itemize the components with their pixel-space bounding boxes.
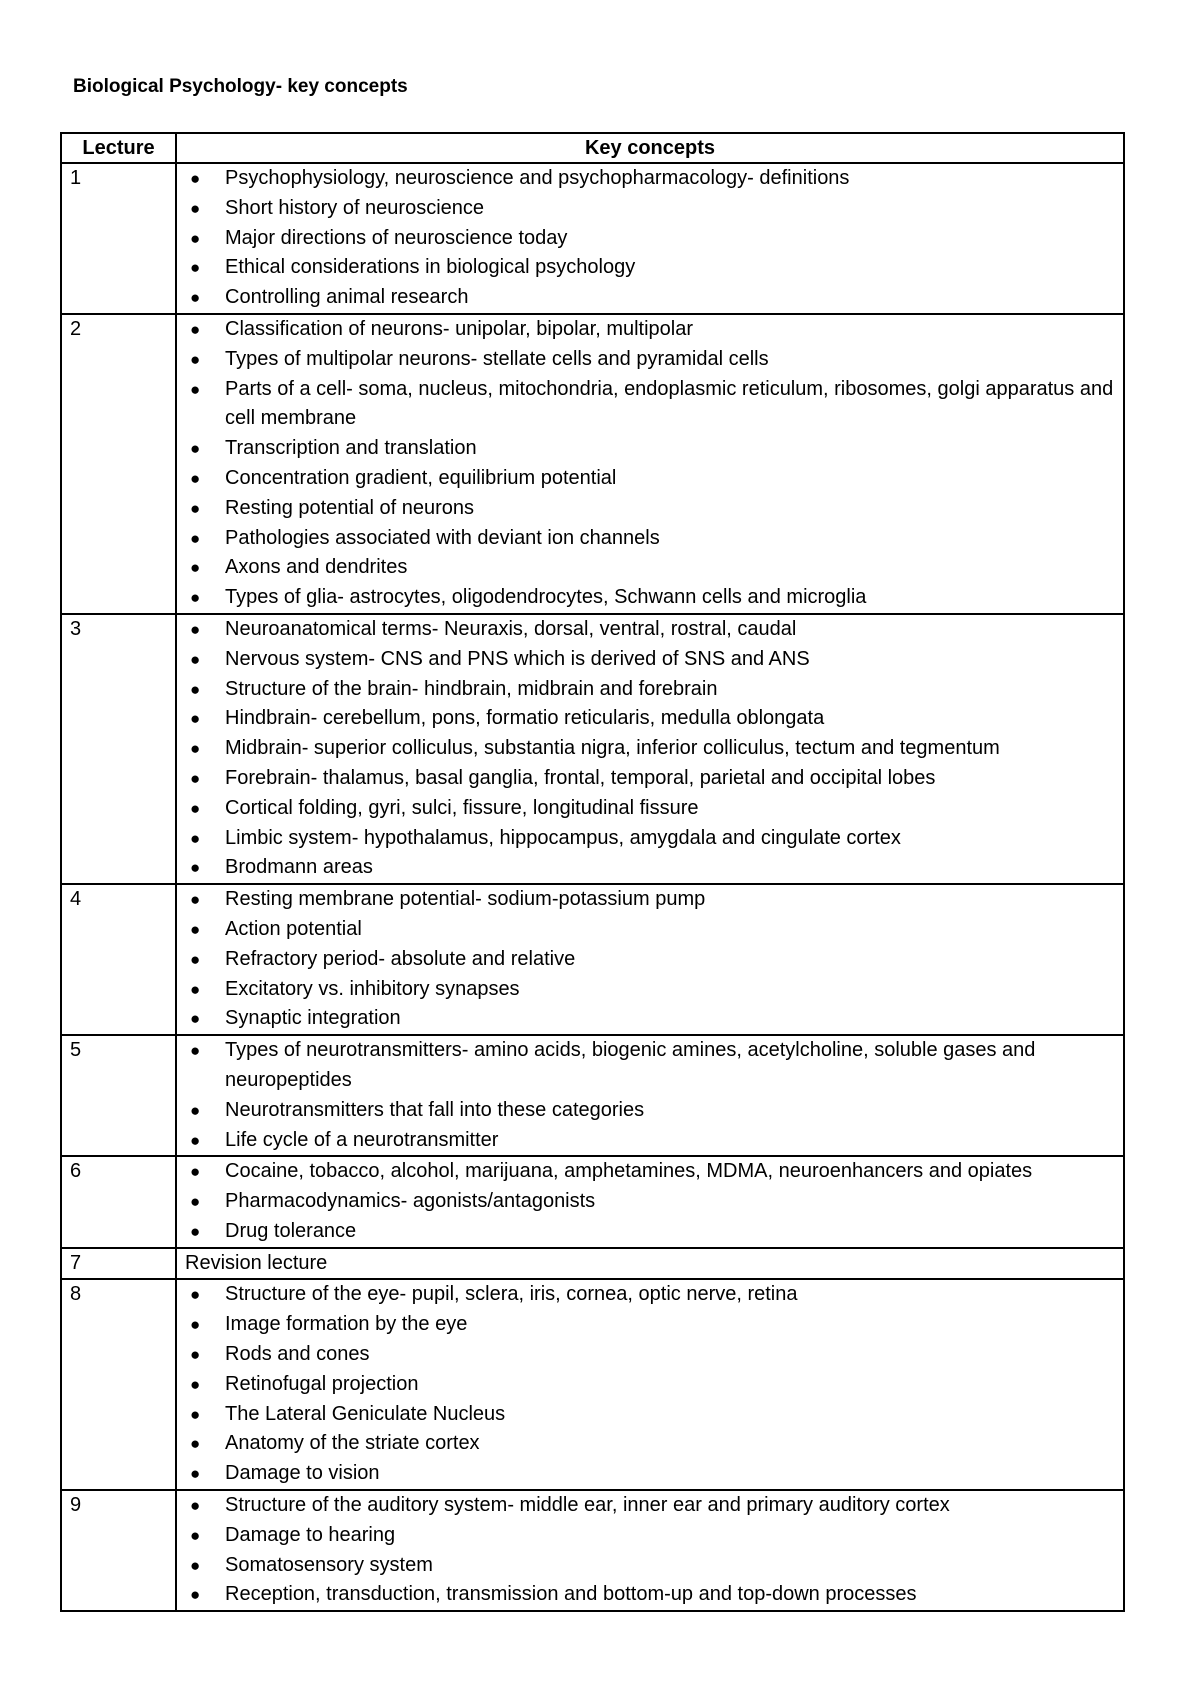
- concept-text: Action potential: [225, 917, 362, 940]
- bullet-icon: ●: [190, 169, 201, 188]
- bullet-icon: ●: [190, 768, 201, 788]
- concept-text: Short history of neuroscience: [225, 196, 485, 219]
- concept-text: Somatosensory system: [225, 1553, 433, 1576]
- bullet-icon: ●: [190, 1009, 201, 1029]
- bullet-icon: ●: [190, 468, 201, 488]
- concept-text: Structure of the brain- hindbrain, midbrain and forebrain: [225, 677, 718, 700]
- list-item: [185, 824, 1115, 854]
- list-item: [185, 1551, 1115, 1581]
- key-concepts-cell: [176, 1490, 1124, 1611]
- lecture-number: 4: [61, 884, 176, 1035]
- lecture-column-header: Lecture: [61, 133, 176, 163]
- concept-list: [185, 164, 1115, 313]
- concept-text: Neuroanatomical terms- Neuraxis, dorsal, ventral, rostral, caudal: [225, 617, 797, 640]
- bullet-icon: ●: [190, 558, 201, 578]
- bullet-icon: ●: [190, 379, 201, 399]
- bullet-icon: ●: [190, 949, 201, 969]
- bullet-icon: ●: [190, 288, 201, 308]
- concept-text: Parts of a cell- soma, nucleus, mitochondria, endoplasmic reticulum, ribosomes, golgi apparatus and cell membrane: [225, 377, 1114, 430]
- bullet-icon: ●: [190, 1162, 201, 1182]
- bullet-icon: ●: [190, 649, 201, 669]
- bullet-icon: ●: [190, 1221, 201, 1241]
- concept-text: Cocaine, tobacco, alcohol, marijuana, amphetamines, MDMA, neuroenhancers and opiates: [225, 1160, 1033, 1183]
- table-row: [61, 614, 1124, 884]
- bullet-icon: ●: [190, 1345, 201, 1365]
- list-item: [185, 583, 1115, 613]
- page-title: Biological Psychology- key concepts: [73, 76, 408, 97]
- bullet-icon: ●: [190, 1041, 201, 1061]
- concept-text: Brodmann areas: [225, 856, 373, 879]
- concepts-column-header: Key concepts: [176, 133, 1124, 163]
- bullet-icon: ●: [190, 679, 201, 699]
- bullet-icon: ●: [190, 198, 201, 218]
- concept-text: Hindbrain- cerebellum, pons, formatio reticularis, medulla oblongata: [225, 707, 825, 730]
- lecture-number: 3: [61, 614, 176, 884]
- bullet-icon: ●: [190, 798, 201, 818]
- concept-list: [185, 1036, 1115, 1155]
- table-header-row: [61, 133, 1124, 163]
- bullet-icon: ●: [190, 1434, 201, 1454]
- concept-text: Cortical folding, gyri, sulci, fissure, longitudinal fissure: [225, 796, 699, 819]
- concept-text: Reception, transduction, transmission and bottom-up and top-down processes: [225, 1583, 917, 1606]
- lecture-number: 7: [61, 1248, 176, 1280]
- concept-text: Midbrain- superior colliculus, substantia nigra, inferior colliculus, tectum and tegmentum: [225, 737, 1000, 760]
- bullet-icon: ●: [190, 1192, 201, 1212]
- bullet-icon: ●: [190, 1285, 201, 1305]
- lecture-number: 1: [61, 163, 176, 314]
- bullet-icon: ●: [190, 349, 201, 369]
- concept-text: Psychophysiology, neuroscience and psychopharmacology- definitions: [225, 167, 850, 189]
- concept-text: Image formation by the eye: [225, 1313, 468, 1336]
- concept-text: Transcription and translation: [225, 437, 477, 460]
- list-item: [185, 1036, 1115, 1096]
- concept-text: Types of neurotransmitters- amino acids, biogenic amines, acetylcholine, soluble gases and neuropeptides: [225, 1039, 1036, 1091]
- list-item: [185, 853, 1115, 883]
- list-item: [185, 224, 1115, 254]
- table-row: [61, 1156, 1124, 1247]
- key-concepts-cell: [176, 314, 1124, 614]
- list-item: [185, 885, 1115, 915]
- concept-text: Types of multipolar neurons- stellate cells and pyramidal cells: [225, 347, 769, 370]
- list-item: [185, 1217, 1115, 1247]
- key-concepts-cell: [176, 884, 1124, 1035]
- concept-text: Pharmacodynamics- agonists/antagonists: [225, 1190, 596, 1213]
- table-row: [61, 1035, 1124, 1156]
- bullet-icon: ●: [190, 979, 201, 999]
- list-item: [185, 434, 1115, 464]
- concept-list: [185, 1157, 1115, 1246]
- list-item: [185, 794, 1115, 824]
- table-row: [61, 1279, 1124, 1490]
- table-row: [61, 314, 1124, 614]
- list-item: [185, 1187, 1115, 1217]
- concept-text: Rods and cones: [225, 1343, 370, 1366]
- concept-text: Life cycle of a neurotransmitter: [225, 1128, 499, 1151]
- list-item: [185, 1400, 1115, 1430]
- list-item: [185, 1340, 1115, 1370]
- table-row: [61, 163, 1124, 314]
- concept-text: Refractory period- absolute and relative: [225, 947, 576, 970]
- concept-text: Anatomy of the striate cortex: [225, 1432, 480, 1455]
- list-item: [185, 615, 1115, 645]
- list-item: [185, 1429, 1115, 1459]
- bullet-icon: ●: [190, 498, 201, 518]
- list-item: [185, 464, 1115, 494]
- table-body: [61, 163, 1124, 1611]
- lecture-number: 8: [61, 1279, 176, 1490]
- list-item: [185, 975, 1115, 1005]
- concept-text: Controlling animal research: [225, 286, 469, 309]
- concept-text: Structure of the eye- pupil, sclera, iris, cornea, optic nerve, retina: [225, 1283, 798, 1306]
- concept-text: Damage to hearing: [225, 1523, 396, 1546]
- list-item: [185, 494, 1115, 524]
- key-concepts-cell: [176, 1248, 1124, 1280]
- list-item: [185, 1370, 1115, 1400]
- concept-text: Pathologies associated with deviant ion channels: [225, 526, 660, 549]
- list-item: [185, 704, 1115, 734]
- concept-text: Ethical considerations in biological psychology: [225, 256, 636, 279]
- bullet-icon: ●: [190, 1464, 201, 1484]
- lecture-number: 9: [61, 1490, 176, 1611]
- concept-text: Concentration gradient, equilibrium potential: [225, 466, 617, 489]
- concept-text: Classification of neurons- unipolar, bipolar, multipolar: [225, 317, 694, 340]
- bullet-icon: ●: [190, 1315, 201, 1335]
- bullet-icon: ●: [190, 528, 201, 548]
- key-concepts-cell: [176, 1035, 1124, 1156]
- concept-text: Limbic system- hypothalamus, hippocampus, amygdala and cingulate cortex: [225, 826, 901, 849]
- bullet-icon: ●: [190, 1496, 201, 1516]
- bullet-icon: ●: [190, 619, 201, 639]
- bullet-icon: ●: [190, 1130, 201, 1150]
- bullet-icon: ●: [190, 1374, 201, 1394]
- list-item: [185, 253, 1115, 283]
- table-row: [61, 884, 1124, 1035]
- table-row: [61, 1248, 1124, 1280]
- concept-list: [185, 615, 1115, 883]
- concept-list: [185, 1280, 1115, 1489]
- bullet-icon: ●: [190, 228, 201, 248]
- concept-text: Retinofugal projection: [225, 1372, 419, 1395]
- bullet-icon: ●: [190, 1555, 201, 1575]
- list-item: [185, 1280, 1115, 1310]
- concept-text: Revision lecture: [185, 1251, 328, 1274]
- list-item: [185, 553, 1115, 583]
- list-item: [185, 283, 1115, 313]
- bullet-icon: ●: [190, 709, 201, 729]
- list-item: [185, 164, 1115, 194]
- list-item: [185, 1310, 1115, 1340]
- list-item: [185, 675, 1115, 705]
- list-item: [185, 524, 1115, 554]
- bullet-icon: ●: [190, 739, 201, 759]
- list-item: [185, 315, 1115, 345]
- concept-text: Excitatory vs. inhibitory synapses: [225, 977, 520, 1000]
- concept-text: Axons and dendrites: [225, 556, 408, 579]
- concept-text: Types of glia- astrocytes, oligodendrocytes, Schwann cells and microglia: [225, 586, 867, 609]
- list-item: [185, 375, 1115, 435]
- bullet-icon: ●: [190, 1585, 201, 1605]
- lecture-number: 2: [61, 314, 176, 614]
- concept-text: Resting potential of neurons: [225, 496, 475, 519]
- concept-text: Resting membrane potential- sodium-potassium pump: [225, 888, 706, 911]
- bullet-icon: ●: [190, 858, 201, 878]
- concept-text: Nervous system- CNS and PNS which is derived of SNS and ANS: [225, 647, 810, 670]
- list-item: [185, 194, 1115, 224]
- bullet-icon: ●: [190, 828, 201, 848]
- list-item: [185, 1096, 1115, 1126]
- bullet-icon: ●: [190, 588, 201, 608]
- concept-text: Drug tolerance: [225, 1219, 357, 1242]
- concept-text: Damage to vision: [225, 1462, 380, 1485]
- lecture-number: 5: [61, 1035, 176, 1156]
- concept-list: [185, 1491, 1115, 1610]
- list-item: [185, 915, 1115, 945]
- list-item: [185, 1126, 1115, 1156]
- bullet-icon: ●: [190, 258, 201, 278]
- bullet-icon: ●: [190, 1525, 201, 1545]
- list-item: [185, 945, 1115, 975]
- table-row: [61, 1490, 1124, 1611]
- concept-text: Structure of the auditory system- middle ear, inner ear and primary auditory cortex: [225, 1494, 950, 1517]
- list-item: [185, 345, 1115, 375]
- key-concepts-cell: [176, 614, 1124, 884]
- list-item: [185, 645, 1115, 675]
- bullet-icon: ●: [190, 919, 201, 939]
- key-concepts-cell: [176, 1156, 1124, 1247]
- bullet-icon: ●: [190, 1404, 201, 1424]
- concept-text: Forebrain- thalamus, basal ganglia, frontal, temporal, parietal and occipital lobes: [225, 766, 936, 789]
- list-item: [185, 734, 1115, 764]
- lecture-number: 6: [61, 1156, 176, 1247]
- bullet-icon: ●: [190, 439, 201, 459]
- concept-text: Synaptic integration: [225, 1007, 401, 1030]
- key-concepts-cell: [176, 1279, 1124, 1490]
- list-item: [185, 1459, 1115, 1489]
- list-item: [185, 1521, 1115, 1551]
- concept-text: The Lateral Geniculate Nucleus: [225, 1402, 506, 1425]
- bullet-icon: ●: [190, 1100, 201, 1120]
- list-item: [185, 1004, 1115, 1034]
- concept-list: [185, 315, 1115, 613]
- bullet-icon: ●: [190, 890, 201, 910]
- key-concepts-cell: [176, 163, 1124, 314]
- list-item: [185, 1580, 1115, 1610]
- concept-text: Major directions of neuroscience today: [225, 226, 568, 249]
- key-concepts-table: [60, 132, 1125, 1612]
- list-item: [185, 1157, 1115, 1187]
- bullet-icon: ●: [190, 319, 201, 339]
- list-item: [185, 764, 1115, 794]
- concept-list: [185, 885, 1115, 1034]
- concept-text: Neurotransmitters that fall into these categories: [225, 1098, 645, 1121]
- list-item: [185, 1491, 1115, 1521]
